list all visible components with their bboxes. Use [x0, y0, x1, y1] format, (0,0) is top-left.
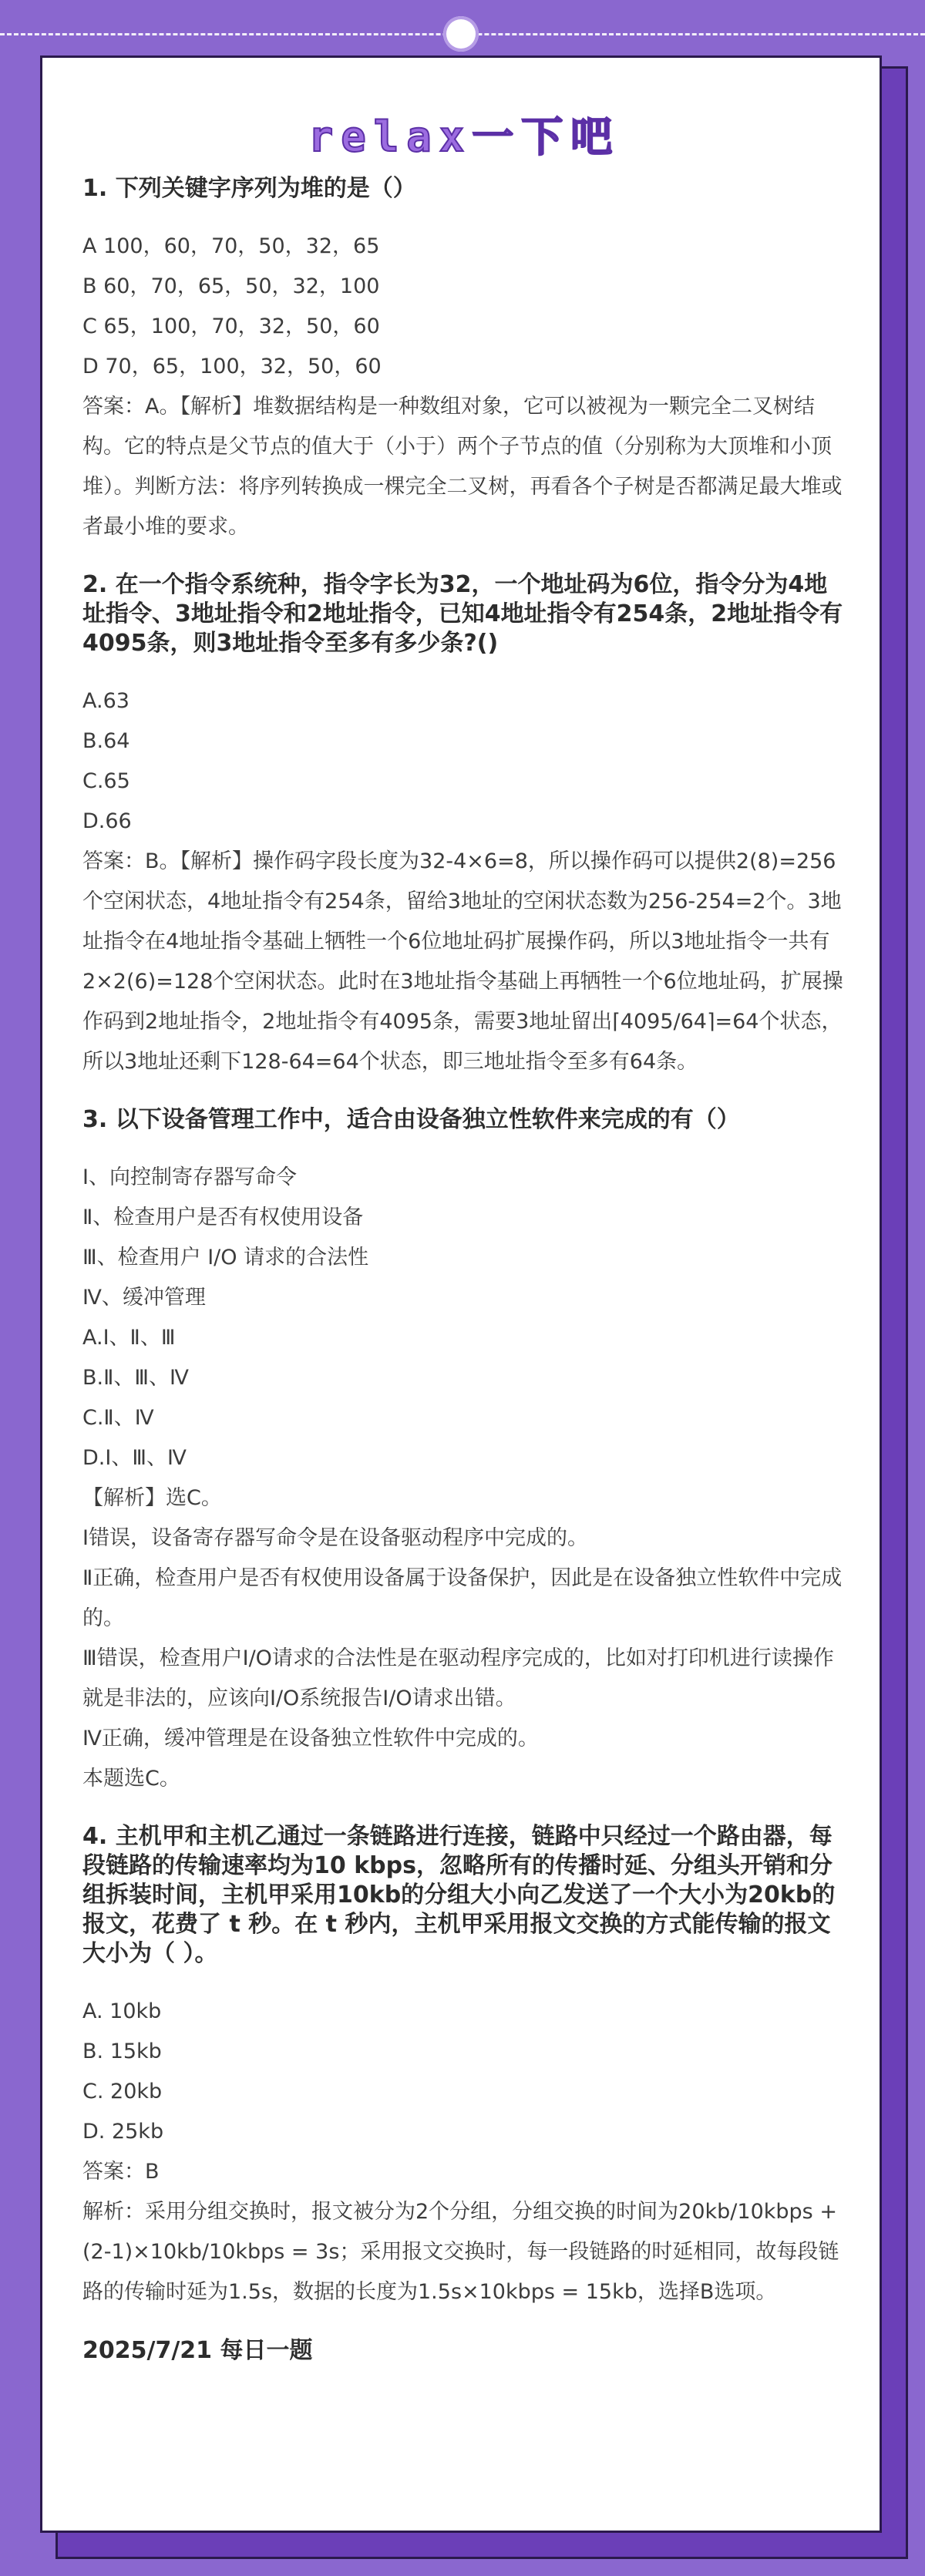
statement-line: Ⅱ、检查用户是否有权使用设备	[82, 1206, 364, 1229]
statement-line: Ⅳ、缓冲管理	[82, 1286, 206, 1310]
question-3	[82, 1105, 846, 1799]
option-line: C 65，100，70，32，50，60	[82, 314, 380, 338]
answer-line: 本题选C。	[82, 1767, 180, 1791]
option-line: D 70，65，100，32，50，60	[82, 355, 382, 378]
option-line: B.64	[82, 729, 130, 753]
statement-line: Ⅲ、检查用户 I/O 请求的合法性	[82, 1246, 369, 1270]
answer-explanation: 答案：A。【解析】堆数据结构是一种数组对象，它可以被视为一颗完全二叉树结构。它的特点是父节点的值大于（小于）两个子节点的值（分别称为大顶堆和小顶堆）。判断方法：将序列转换成一棵完全二叉树，再看各个子树是否都满足最大堆或者最小堆的要求。	[82, 395, 843, 539]
card-content	[82, 104, 846, 2366]
question-title: 3. 以下设备管理工作中，适合由设备独立性软件来完成的有（）	[82, 1106, 740, 1133]
answer-explanation: 答案：B。【解析】操作码字段长度为32-4×6=8，所以操作码可以提供2(8)=256个空闲状态，4地址指令有254条，留给3地址的空闲状态数为256-254=2个。3地址指令在4地址指令基础上牺牲一个6位地址码扩展操作码，所以3地址指令一共有2×2(6)=128个空闲状态。此时在3地址指令基础上再牺牲一个6位地址码，扩展操作码到2地址指令，2地址指令有4095条，需要3地址留出⌈4095/64⌉=64个状态，所以3地址还剩下128-64=64个状态，即三地址指令至多有64条。	[82, 849, 843, 1074]
statement-line: Ⅰ、向控制寄存器写命令	[82, 1165, 297, 1189]
option-line: A 100，60，70，50，32，65	[82, 234, 380, 258]
explanation-line: Ⅲ错误，检查用户I/O请求的合法性是在驱动程序完成的，比如对打印机进行读操作就是非法的，应该向I/O系统报告I/O请求出错。	[82, 1646, 834, 1710]
answer-line: 【解析】选C。	[82, 1486, 222, 1510]
option-line: A.Ⅰ、Ⅱ、Ⅲ	[82, 1326, 176, 1350]
option-line: D.66	[82, 809, 132, 833]
footer-date: 2025/7/21 每日一题	[82, 2337, 313, 2364]
question-title: 1. 下列关键字序列为堆的是（）	[82, 175, 416, 202]
option-line: D.Ⅰ、Ⅲ、Ⅳ	[82, 1446, 187, 1470]
explanation-line: Ⅰ错误，设备寄存器写命令是在设备驱动程序中完成的。	[82, 1526, 588, 1550]
question-title: 2. 在一个指令系统种，指令字长为32，一个地址码为6位，指令分为4地址指令、3地址指令和2地址指令，已知4地址指令有254条，2地址指令有4095条，则3地址指令至多有多少条?()	[82, 571, 843, 657]
answer-line: 答案：B	[82, 2160, 160, 2184]
option-line: B 60，70，65，50，32，100	[82, 274, 380, 298]
question-title: 4. 主机甲和主机乙通过一条链路进行连接，链路中只经过一个路由器，每段链路的传输速率均为10 kbps，忽略所有的传播时延、分组头开销和分组拆装时间，主机甲采用10kb的分组大小向乙发送了一个大小为20kb的报文，花费了 t 秒。在 t 秒内，主机甲采用报文交换的方式能传输的报文大小为（ ）。	[82, 1823, 836, 1967]
question-2	[82, 570, 846, 1082]
option-line: C.65	[82, 769, 130, 793]
question-4	[82, 1822, 846, 2312]
content-card	[40, 55, 882, 2533]
option-line: A. 10kb	[82, 1999, 162, 2023]
option-line: A.63	[82, 689, 130, 713]
option-line: C. 20kb	[82, 2080, 163, 2104]
option-line: C.Ⅱ、Ⅳ	[82, 1406, 154, 1430]
option-line: D. 25kb	[82, 2120, 164, 2144]
explanation-line: Ⅳ正确，缓冲管理是在设备独立性软件中完成的。	[82, 1727, 539, 1750]
explanation-line: Ⅱ正确，检查用户是否有权使用设备属于设备保护，因此是在设备独立性软件中完成的。	[82, 1566, 843, 1630]
top-circle-decoration	[443, 16, 479, 52]
question-1	[82, 174, 846, 547]
answer-explanation: 解析：采用分组交换时，报文被分为2个分组，分组交换的时间为20kb/10kbps + (2-1)×10kb/10kbps = 3s；采用报文交换时，每一段链路的时延相同，故每段链路的传输时延为1.5s，数据的长度为1.5s×10kbps = 15kb，选择B选项。	[82, 2200, 839, 2304]
option-line: B. 15kb	[82, 2040, 162, 2063]
option-line: B.Ⅱ、Ⅲ、Ⅳ	[82, 1366, 189, 1390]
brand-title: relax一下吧	[308, 113, 621, 161]
